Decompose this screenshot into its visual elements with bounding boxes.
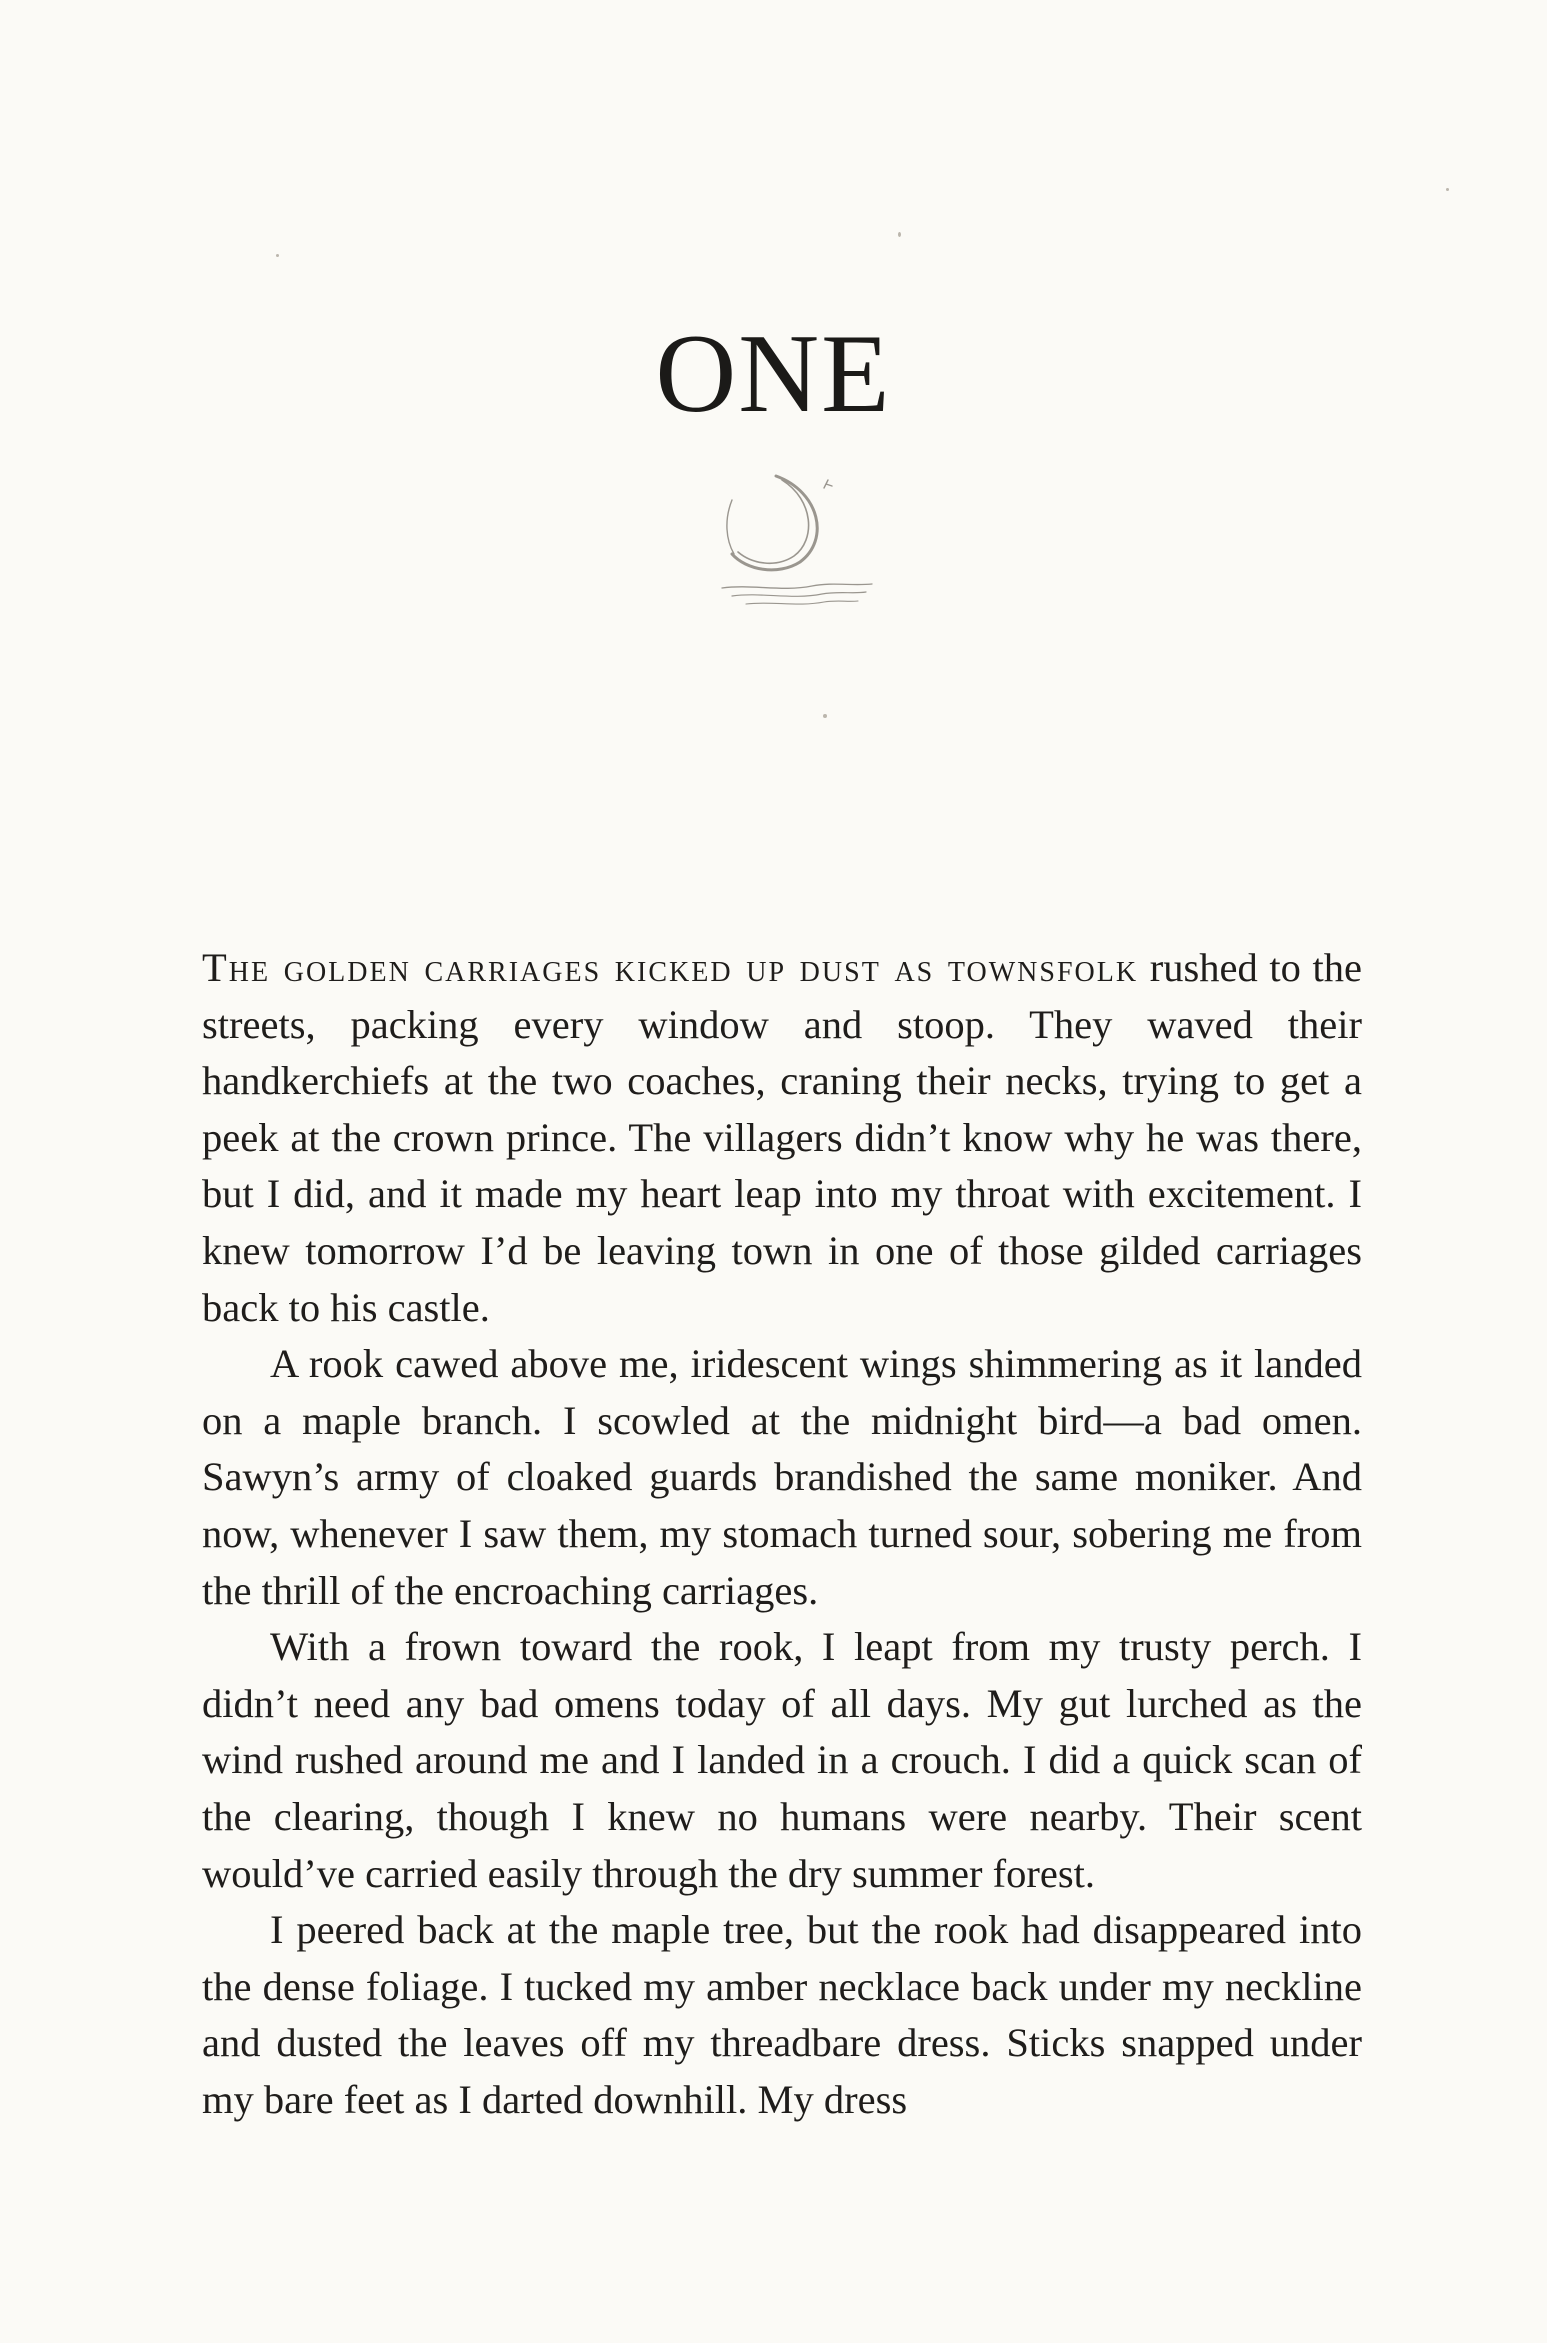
paragraph-2: A rook cawed above me, iridescent wings shimmering as it landed on a maple branch. I scowled at the midnight bird—a bad omen. Sawyn’s army of cloaked guards brandished the same moniker. And now, whenever I saw them, my stomach turned sour, sobering me from the thrill of the encroaching carriages. bbox=[202, 1341, 1362, 1613]
paper-speck bbox=[1446, 188, 1449, 191]
paper-speck bbox=[823, 714, 827, 718]
paragraph-3: With a frown toward the rook, I leapt from my trusty perch. I didn’t need any bad omens today of all days. My gut lurched as the wind rushed around me and I landed in a crouch. I did a quick scan of the clearing, though I knew no humans were nearby. Their scent would’ve carried easily through the dry summer forest. bbox=[202, 1624, 1362, 1896]
paragraph-1-text: rushed to the streets, packing every window and stoop. They waved their handkerchiefs at the two coaches, craning their necks, trying to get a peek at the crown prince. The villagers didn’t know why he was there, but I did, and it made my heart leap into my throat with excitement. I knew tomorrow I’d be leaving town in one of those gilded carriages back to his castle. bbox=[202, 945, 1362, 1330]
small-caps-lead-in: The golden carriages kicked up dust as townsfolk bbox=[202, 945, 1139, 990]
crescent-moon-over-water-icon bbox=[712, 470, 882, 630]
chapter-body bbox=[202, 940, 1362, 2128]
chapter-title: ONE bbox=[655, 312, 892, 436]
paper-speck bbox=[276, 254, 279, 257]
paragraph-4: I peered back at the maple tree, but the rook had disappeared into the dense foliage. I tucked my amber necklace back under my neckline and dusted the leaves off my threadbare dress. Sticks snapped under my bare feet as I darted downhill. My dress bbox=[202, 1907, 1362, 2122]
paper-speck bbox=[898, 232, 901, 237]
paragraph-1 bbox=[202, 940, 1362, 1336]
